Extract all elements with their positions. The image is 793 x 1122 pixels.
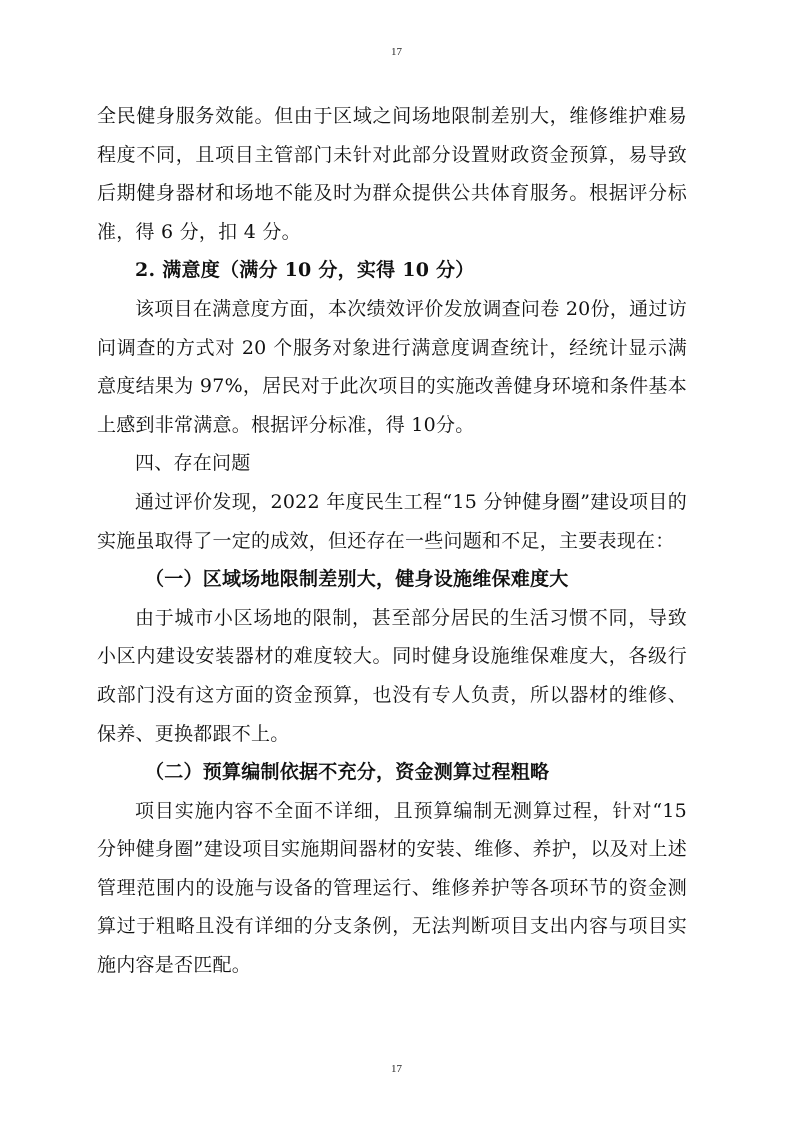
heading-satisfaction: 2. 满意度（满分 10 分，实得 10 分） bbox=[135, 259, 475, 282]
paragraph-fitness-service: 全民健身服务效能。但由于区域之间场地限制差别大，维修维护难易程度不同，且项目主管部门未针对此部分设置财政资金预算，易导致后期健身器材和场地不能及时为群众提供公共体育服务。根据评分标准，得 6 分，扣 4 分。 bbox=[97, 105, 687, 243]
heading-existing-problems: 四、存在问题 bbox=[135, 452, 251, 475]
paragraph-satisfaction: 该项目在满意度方面，本次绩效评价发放调查问卷 20份，通过访问调查的方式对 20 个服务对象进行满意度调查统计，经统计显示满意度结果为 97%，居民对于此次项目的实施改善健身环境和条件基本上感到非常满意。根据评分标准，得 10分。 bbox=[97, 297, 687, 436]
paragraph-site-limits: 由于城市小区场地的限制，甚至部分居民的生活习惯不同，导致小区内建设安装器材的难度较大。同时健身设施维保难度大，各级行政部门没有这方面的资金预算，也没有专人负责，所以器材的维修、保养、更换都跟不上。 bbox=[97, 606, 687, 745]
heading-issue-budget: （二）预算编制依据不充分，资金测算过程粗略 bbox=[145, 761, 550, 784]
page-number-top: 17 bbox=[391, 46, 402, 58]
document-body bbox=[97, 97, 687, 985]
paragraph-problems-intro: 通过评价发现，2022 年度民生工程“15 分钟健身圈”建设项目的实施虽取得了一定的成效，但还存在一些问题和不足，主要表现在： bbox=[97, 490, 687, 552]
paragraph-budget: 项目实施内容不全面不详细，且预算编制无测算过程，针对“15 分钟健身圈”建设项目实施期间器材的安装、维修、养护，以及对上述管理范围内的设施与设备的管理运行、维修养护等各项环节的资金测算过于粗略且没有详细的分支条例，无法判断项目支出内容与项目实施内容是否匹配。 bbox=[97, 799, 687, 977]
heading-issue-site-limits: （一）区域场地限制差别大，健身设施维保难度大 bbox=[145, 568, 569, 591]
page-number-bottom: 17 bbox=[391, 1063, 402, 1075]
